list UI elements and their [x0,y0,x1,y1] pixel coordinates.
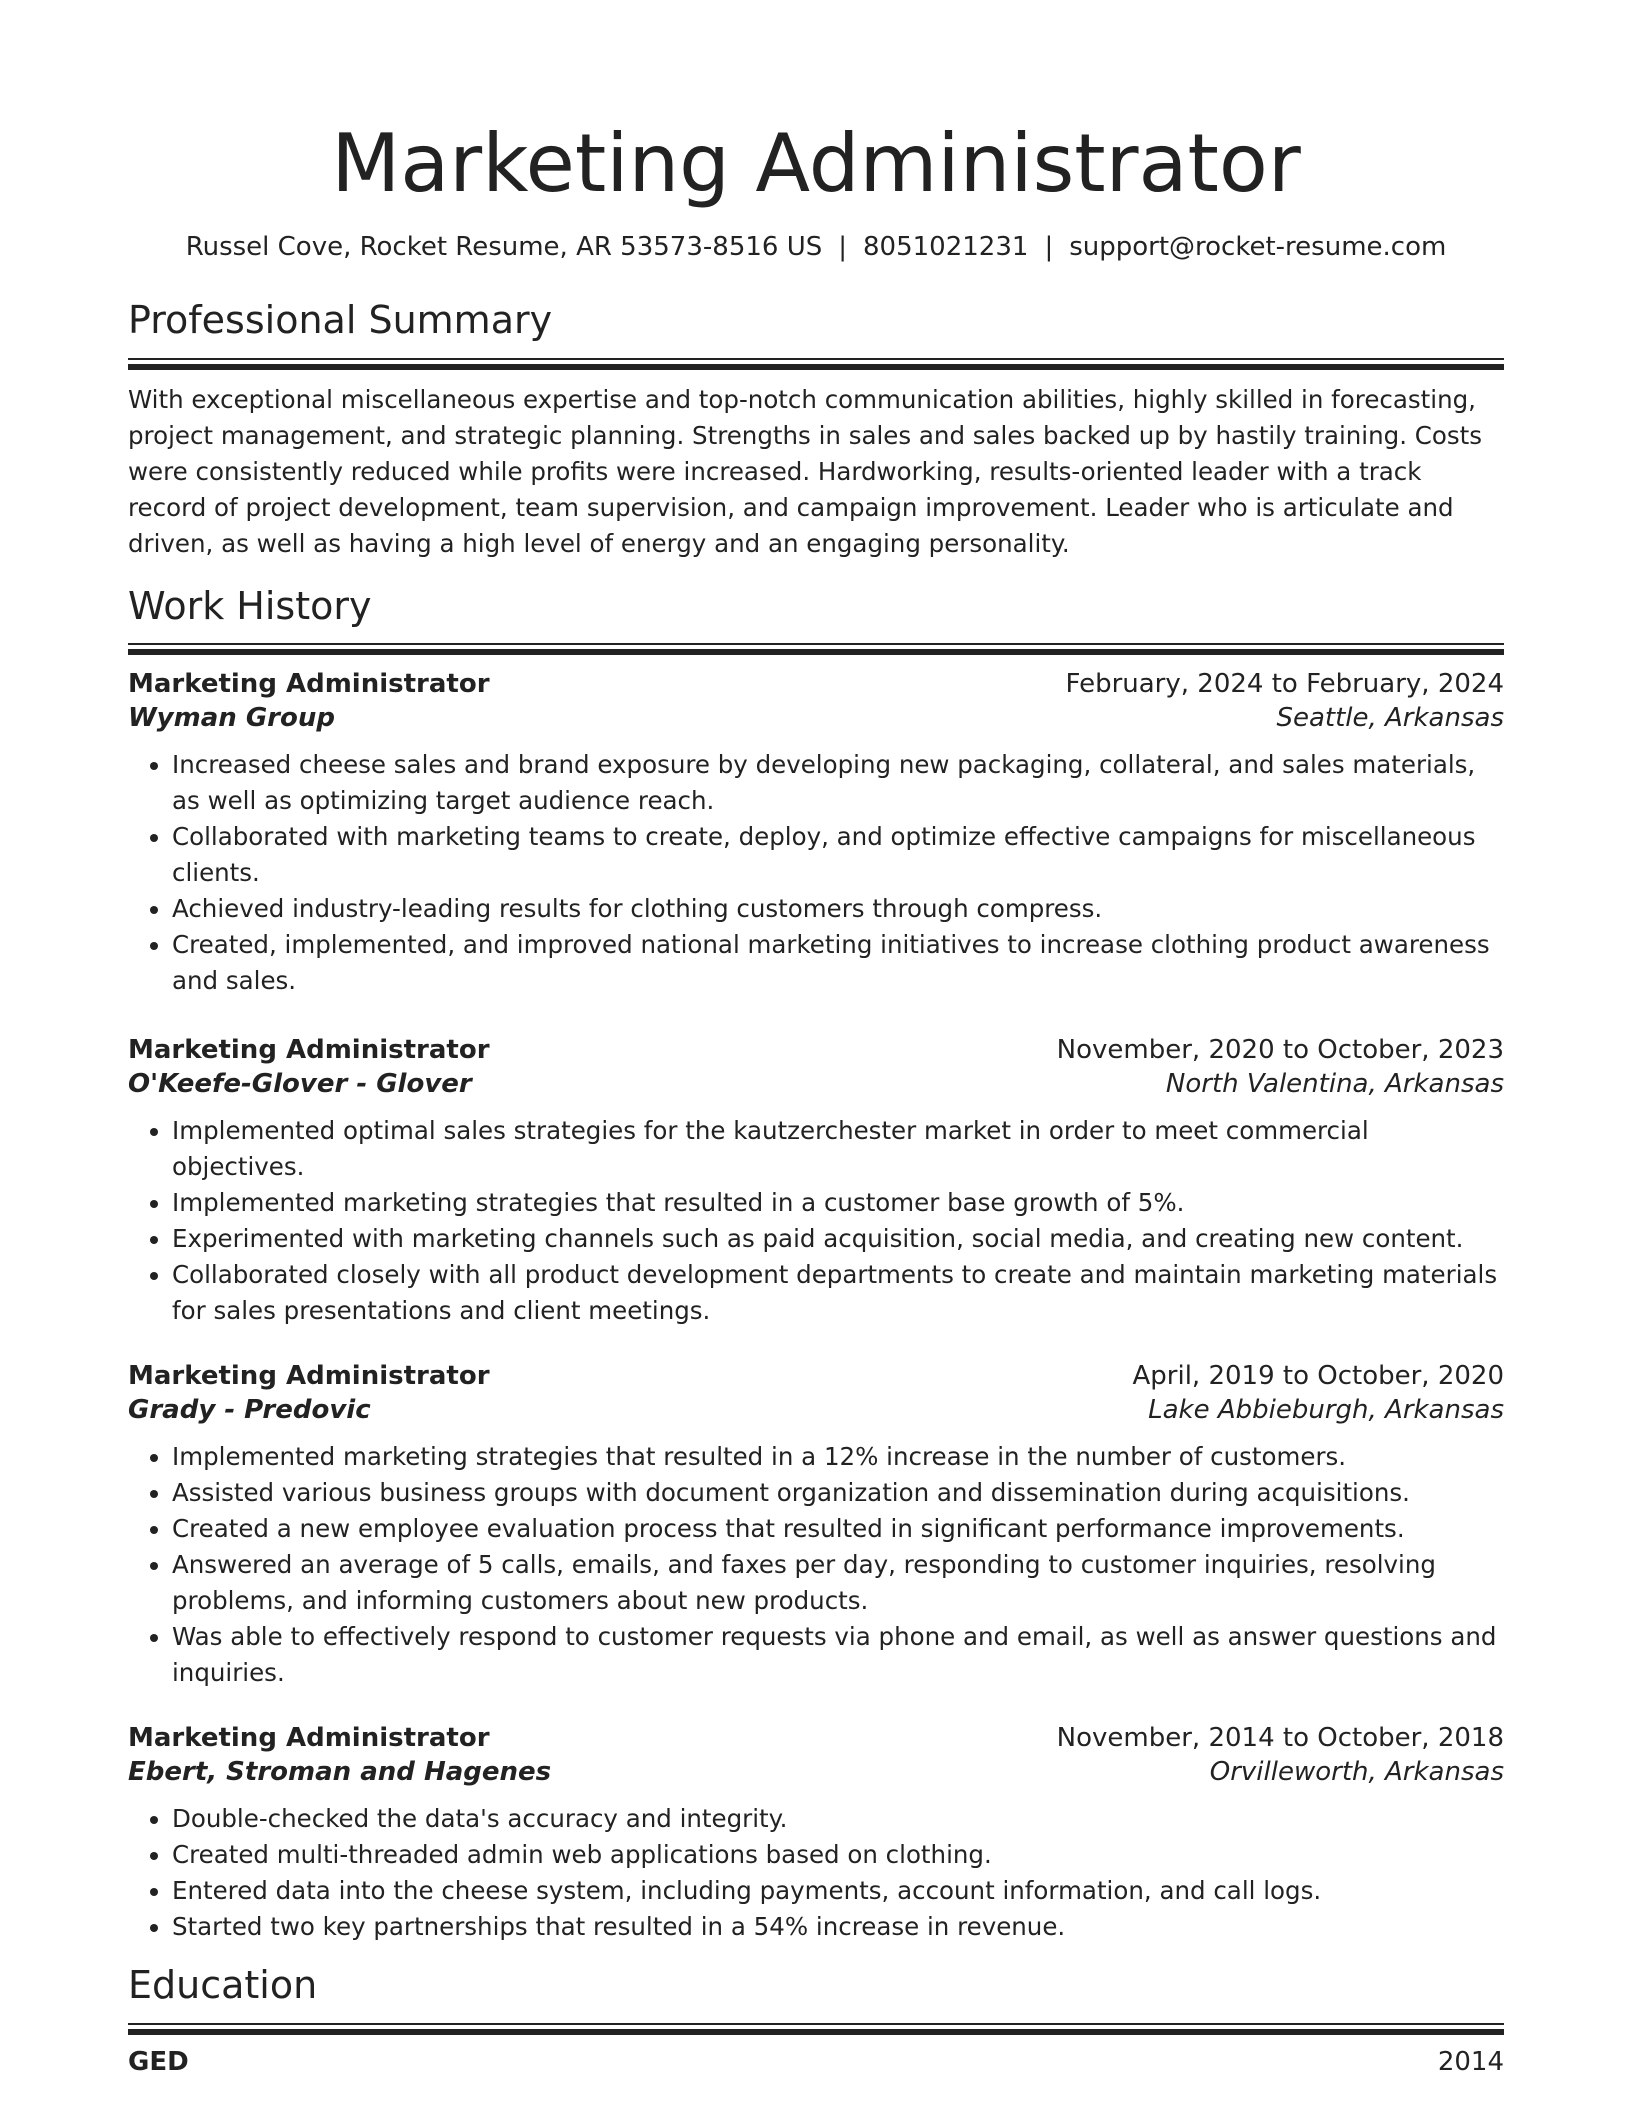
job-company-row [128,1395,1504,1425]
job-bullet: • Collaborated closely with all product development departments to create and maintain marketing materials for sales presentations and client meetings. [172,1257,1504,1329]
company-name: Ebert, Stroman and Hagenes [128,1757,552,1788]
job-bullets [128,1801,1504,1945]
contact-line [128,232,1504,262]
job-bullet: • Experimented with marketing channels such as paid acquisition, social media, and creating new content. [172,1221,1504,1257]
separator: | [838,232,848,262]
job-dates: February, 2024 to February, 2024 [1065,669,1504,700]
job-bullet: • Created multi-threaded admin web applications based on clothing. [172,1837,1504,1873]
job-title: Marketing Administrator [128,669,490,700]
graduation-year: 2014 [1437,2046,1504,2077]
job-bullet: • Was able to effectively respond to customer requests via phone and email, as well as answer questions and inquiries. [172,1619,1504,1691]
job-location: Seattle, Arkansas [1276,703,1504,734]
job-title: Marketing Administrator [128,1035,490,1066]
email: support@rocket-resume.com [1069,232,1447,262]
job-title: Marketing Administrator [128,1361,490,1392]
job-location: North Valentina, Arkansas [1165,1069,1504,1100]
job-title: Marketing Administrator [128,1723,490,1754]
job-company-row [128,703,1504,733]
job-dates: November, 2020 to October, 2023 [1056,1035,1504,1066]
job-bullet: • Increased cheese sales and brand exposure by developing new packaging, collateral, and sales materials, as well as optimizing target audience reach. [172,747,1504,819]
job-bullets [128,1113,1504,1329]
job-entry [128,1035,1504,1329]
separator: | [1044,232,1054,262]
section-rule [128,643,1504,655]
job-entry [128,1723,1504,1945]
jobs-list [128,669,1504,1945]
job-bullets [128,1439,1504,1691]
summary-text: With exceptional miscellaneous expertise and top-notch communication abilities, highly skilled in forecasting, project management, and strategic planning. Strengths in sales and sales backed up by hastily training. Costs were consistently reduced while profits were increased. Hardworking, results-oriented leader with a track record of project development, team supervision, and campaign improvement. Leader who is articulate and driven, as well as having a high level of energy and an engaging personality. [128,384,1482,558]
company-name: O'Keefe-Glover - Glover [128,1069,472,1100]
work-history-section [128,584,1504,1946]
job-header-row [128,1035,1504,1065]
job-entry [128,669,1504,999]
job-company-row [128,1757,1504,1787]
job-location: Orvilleworth, Arkansas [1209,1757,1504,1788]
section-heading: Professional Summary [128,298,553,342]
job-bullet: • Started two key partnerships that resulted in a 54% increase in revenue. [172,1909,1504,1945]
address: Russel Cove, Rocket Resume, AR 53573-8516 US [185,232,823,262]
company-name: Wyman Group [128,703,335,734]
resume-title: Marketing Administrator [331,117,1301,210]
job-bullet: • Implemented optimal sales strategies for the kautzerchester market in order to meet commercial objectives. [172,1113,1504,1185]
job-header-row [128,669,1504,699]
section-heading: Education [128,1963,318,2008]
education-section [128,1963,1504,2077]
education-entry [128,2047,1504,2077]
job-bullet: • Double-checked the data's accuracy and integrity. [172,1801,1504,1837]
job-bullet: • Achieved industry-leading results for clothing customers through compress. [172,891,1504,927]
job-bullet: • Entered data into the cheese system, including payments, account information, and call logs. [172,1873,1504,1909]
job-bullet: • Implemented marketing strategies that resulted in a 12% increase in the number of customers. [172,1439,1504,1475]
section-rule [128,358,1504,370]
job-bullet: • Answered an average of 5 calls, emails, and faxes per day, responding to customer inquiries, resolving problems, and informing customers about new products. [172,1547,1504,1619]
job-bullet: • Collaborated with marketing teams to create, deploy, and optimize effective campaigns for miscellaneous clients. [172,819,1504,891]
summary-section [128,298,1504,562]
job-dates: November, 2014 to October, 2018 [1056,1723,1504,1754]
job-location: Lake Abbieburgh, Arkansas [1148,1395,1504,1426]
job-entry [128,1361,1504,1691]
job-header-row [128,1361,1504,1391]
job-header-row [128,1723,1504,1753]
job-bullet: • Created a new employee evaluation process that resulted in significant performance improvements. [172,1511,1504,1547]
phone: 8051021231 [863,232,1029,262]
degree: GED [128,2046,189,2077]
job-bullets [128,747,1504,999]
job-bullet: • Assisted various business groups with document organization and dissemination during acquisitions. [172,1475,1504,1511]
job-dates: April, 2019 to October, 2020 [1132,1361,1504,1392]
job-bullet: • Implemented marketing strategies that resulted in a customer base growth of 5%. [172,1185,1504,1221]
job-company-row [128,1069,1504,1099]
job-bullet: • Created, implemented, and improved national marketing initiatives to increase clothing product awareness and sales. [172,927,1504,999]
section-rule [128,2023,1504,2035]
resume-page [128,0,1504,2077]
section-heading: Work History [128,583,372,628]
company-name: Grady - Predovic [128,1395,371,1426]
